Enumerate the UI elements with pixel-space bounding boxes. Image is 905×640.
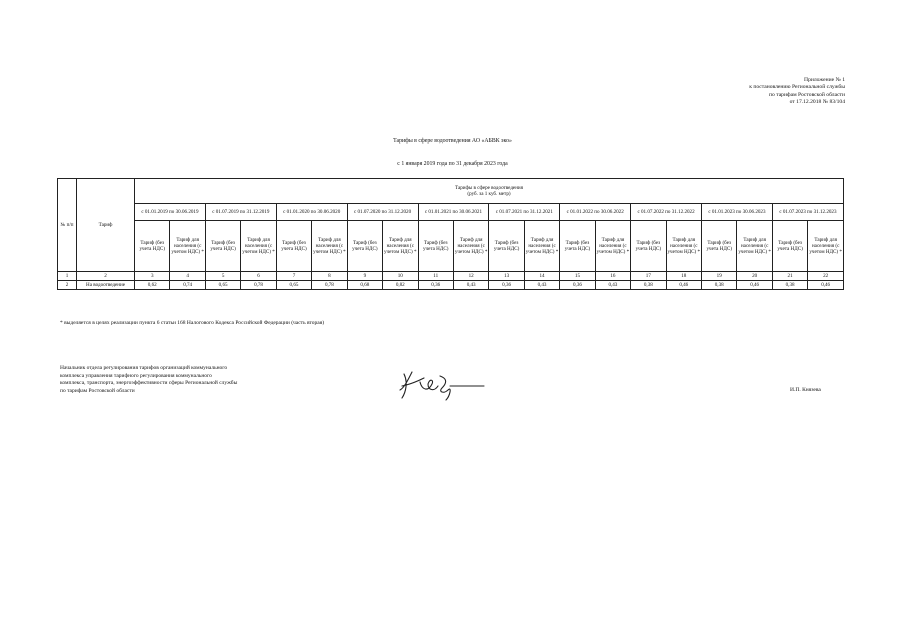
period-header: с 01.07.2022 по 31.12.2022 [631, 204, 702, 221]
signer-line: Начальник отдела регулирования тарифов организаций коммунального [60, 365, 228, 371]
period-header: с 01.07.2019 по 31.12.2019 [205, 204, 276, 221]
tariff-value-cell: 0,38 [631, 281, 666, 290]
tariff-value-cell: 0,78 [241, 281, 276, 290]
subheader-tariff-no-vat: Тариф (без учета НДС) [205, 221, 240, 272]
appendix-line: от 17.12.2018 № 83/104 [789, 99, 845, 106]
tariff-value-cell: 0,38 [702, 281, 737, 290]
subheader-tariff-population: Тариф для населения (с учетом НДС) * [453, 221, 488, 272]
header-tariff: Тариф [77, 179, 135, 272]
column-index-cell: 9 [347, 272, 382, 281]
tariff-value-cell: 0,36 [489, 281, 524, 290]
subheader-tariff-no-vat: Тариф (без учета НДС) [772, 221, 807, 272]
signer-line: по тарифам Ростовской области [60, 387, 135, 394]
subheader-tariff-population: Тариф для населения (с учетом НДС) * [241, 221, 276, 272]
period-header: с 01.01.2022 по 30.06.2022 [560, 204, 631, 221]
subheader-tariff-no-vat: Тариф (без учета НДС) [702, 221, 737, 272]
subheader-tariff-population: Тариф для населения (с учетом НДС) * [808, 221, 844, 272]
header-group-line: (руб. за 1 куб. метр) [467, 191, 511, 197]
subheader-tariff-no-vat: Тариф (без учета НДС) [418, 221, 453, 272]
tariff-value-cell: 0,43 [453, 281, 488, 290]
row-tariff-name: На водоотведение [77, 281, 135, 290]
row-number: 2 [58, 281, 77, 290]
tariff-value-cell: 0,36 [560, 281, 595, 290]
column-index-cell: 6 [241, 272, 276, 281]
column-index-cell: 21 [772, 272, 807, 281]
tariff-value-cell: 0,68 [347, 281, 382, 290]
subheader-tariff-population: Тариф для населения (с учетом НДС) * [666, 221, 701, 272]
header-num: № п/п [58, 179, 77, 272]
column-index-cell: 22 [808, 272, 844, 281]
period-header: с 01.07.2023 по 31.12.2023 [772, 204, 843, 221]
document-period: с 1 января 2019 года по 31 декабря 2023 года [397, 161, 508, 167]
subheader-tariff-population: Тариф для населения (с учетом НДС) * [595, 221, 630, 272]
period-header: с 01.07.2021 по 31.12.2021 [489, 204, 560, 221]
column-index-cell: 2 [77, 272, 135, 281]
tariff-table [57, 178, 844, 290]
subheader-tariff-no-vat: Тариф (без учета НДС) [560, 221, 595, 272]
tariff-value-cell: 0,74 [170, 281, 205, 290]
handwritten-signature [398, 368, 488, 404]
column-index-cell: 14 [524, 272, 559, 281]
column-index-cell: 18 [666, 272, 701, 281]
tariff-value-cell: 0,65 [205, 281, 240, 290]
column-index-cell: 15 [560, 272, 595, 281]
column-index-cell: 13 [489, 272, 524, 281]
period-header: с 01.07.2020 по 31.12.2020 [347, 204, 418, 221]
period-header: с 01.01.2020 по 30.06.2020 [276, 204, 347, 221]
header-group [135, 179, 844, 204]
subheader-tariff-population: Тариф для населения (с учетом НДС) * [737, 221, 772, 272]
subheader-tariff-population: Тариф для населения (с учетом НДС) * [312, 221, 347, 272]
signer-line: комплекса управления тарифного регулирования коммунального [60, 372, 212, 379]
subheader-tariff-no-vat: Тариф (без учета НДС) [489, 221, 524, 272]
column-index-cell: 8 [312, 272, 347, 281]
appendix-header [749, 77, 845, 107]
column-index-cell: 3 [135, 272, 170, 281]
column-index-cell: 11 [418, 272, 453, 281]
subheader-tariff-no-vat: Тариф (без учета НДС) [276, 221, 311, 272]
tariff-value-cell: 0,36 [418, 281, 453, 290]
column-index-cell: 4 [170, 272, 205, 281]
tariff-value-cell: 0,82 [383, 281, 418, 290]
tariff-value-cell: 0,62 [135, 281, 170, 290]
appendix-line: Приложение № 1 [804, 77, 845, 83]
subheader-tariff-no-vat: Тариф (без учета НДС) [347, 221, 382, 272]
column-index-cell: 20 [737, 272, 772, 281]
period-header: с 01.01.2023 по 30.06.2023 [702, 204, 773, 221]
column-index-cell: 17 [631, 272, 666, 281]
subheader-tariff-population: Тариф для населения (с учетом НДС) * [524, 221, 559, 272]
appendix-line: по тарифам Ростовской области [769, 91, 845, 98]
column-index-cell: 5 [205, 272, 240, 281]
document-title: Тарифы в сфере водоотведения АО «АБВК эко» [393, 138, 512, 144]
tariff-value-cell: 0,46 [666, 281, 701, 290]
subheader-tariff-no-vat: Тариф (без учета НДС) [135, 221, 170, 272]
signer-line: комплекса, транспорта, энергоэффективности сферы Региональной службы [60, 380, 238, 387]
column-index-cell: 16 [595, 272, 630, 281]
tariff-value-cell: 0,78 [312, 281, 347, 290]
tariff-value-cell: 0,46 [737, 281, 772, 290]
tariff-value-cell: 0,43 [595, 281, 630, 290]
subheader-tariff-population: Тариф для населения (с учетом НДС) * [170, 221, 205, 272]
signer-position [60, 365, 237, 395]
column-index-cell: 12 [453, 272, 488, 281]
subheader-tariff-no-vat: Тариф (без учета НДС) [631, 221, 666, 272]
period-header: с 01.01.2021 по 30.06.2021 [418, 204, 489, 221]
column-index-cell: 7 [276, 272, 311, 281]
tariff-value-cell: 0,65 [276, 281, 311, 290]
signer-name: И.П. Князева [790, 387, 821, 393]
header-group-line: Тарифы в сфере водоотведения [455, 185, 523, 191]
column-index-cell: 19 [702, 272, 737, 281]
tariff-value-cell: 0,43 [524, 281, 559, 290]
tariff-value-cell: 0,46 [808, 281, 844, 290]
footnote: * выделяется в целях реализации пункта 6 статьи 168 Налогового Кодекса Российской Федерации (часть вторая) [60, 320, 325, 326]
tariff-value-cell: 0,38 [772, 281, 807, 290]
column-index-cell: 1 [58, 272, 77, 281]
appendix-line: к постановлению Региональной службы [749, 84, 845, 91]
column-index-cell: 10 [383, 272, 418, 281]
subheader-tariff-population: Тариф для населения (с учетом НДС) * [383, 221, 418, 272]
period-header: с 01.01.2019 по 30.06.2019 [135, 204, 206, 221]
